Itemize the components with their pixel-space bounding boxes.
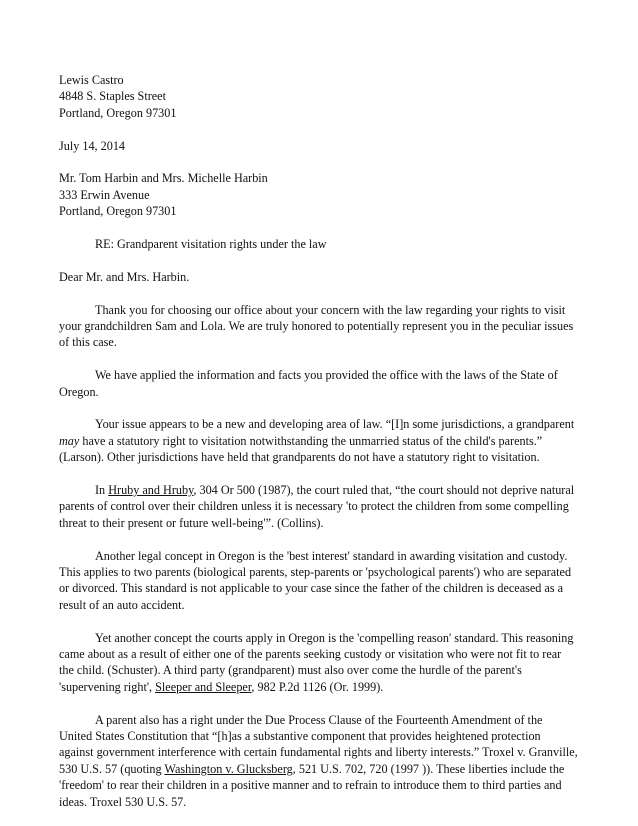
text-run: , 982 P.2d 1126 (Or. 1999). <box>251 679 384 694</box>
paragraph-due-process <box>59 712 578 810</box>
sender-address <box>59 72 578 121</box>
sender-street: 4848 S. Staples Street <box>59 89 166 104</box>
case-citation-hruby: Hruby and Hruby <box>108 483 194 498</box>
text-run: Your issue appears to be a new and developing area of law. “[I]n some jurisdictions, a grandparent <box>95 417 575 432</box>
salutation: Dear Mr. and Mrs. Harbin. <box>59 269 190 284</box>
paragraph-applied-facts: We have applied the information and facts you provided the office with the laws of the State of Oregon. <box>59 368 558 399</box>
re-line: RE: Grandparent visitation rights under the law <box>95 237 327 252</box>
text-run: Yet another concept the courts apply in Oregon is the 'compelling reason' standard. This reasoning came about as a result of either one of the parents seeking custody or visitation who were not fit to rear the child. (Schuster). A third party (grandparent) must also over come the hurdle of the parent's 'supervening right', <box>59 630 574 694</box>
text-run: , 304 Or 500 (1987), the court ruled that, “the court should not deprive natural parents of control over their children unless it is necessary 'to protect the children from some compelling threat to their present or future well-being'”. (Collins). <box>59 483 575 530</box>
text-run: have a statutory right to visitation notwithstanding the unmarried status of the child's parents.” (Larson). Other jurisdictions have held that grandparents do not have a statutory right to visitation. <box>59 433 543 465</box>
paragraph-developing-law <box>59 416 578 465</box>
sender-name: Lewis Castro <box>59 73 124 87</box>
paragraph-hruby <box>59 482 578 531</box>
case-citation-sleeper: Sleeper and Sleeper <box>155 679 252 694</box>
text-run: A parent also has a right under the Due Process Clause of the Fourteenth Amendment of the United States Constitution that “[h]as a substantive component that provides heightened protection against government interference with certain fundamental rights and liberty interests.” Troxel v. Granville, 530 U.S. 57 (quoting <box>59 712 578 776</box>
recipient-name: Mr. Tom Harbin and Mrs. Michelle Harbin <box>59 171 268 186</box>
letter-date: July 14, 2014 <box>59 138 126 153</box>
paragraph-intro: Thank you for choosing our office about your concern with the law regarding your rights to visit your grandchildren Sam and Lola. We are truly honored to potentially represent you in the peculiar issues of this case. <box>59 302 574 350</box>
case-citation-glucksberg: Washington v. Glucksberg <box>164 761 293 776</box>
text-run: , 521 U.S. 702, 720 (1997 )). These liberties include the 'freedom' to rear their children in a positive manner and to refrain to introduce them to third parties and ideas. Troxel 530 U.S. 57. <box>59 761 565 809</box>
recipient-city: Portland, Oregon 97301 <box>59 204 177 219</box>
emphasis-may: may <box>59 433 80 448</box>
recipient-street: 333 Erwin Avenue <box>59 187 150 202</box>
recipient-address <box>59 170 578 219</box>
paragraph-best-interest: Another legal concept in Oregon is the 'best interest' standard in awarding visitation and custody. This applies to two parents (biological parents, step-parents or 'psychological parents') who are separated or divorced. This standard is not applicable to your case since the father of the children is deceased as a result of an auto accident. <box>59 548 572 612</box>
sender-city: Portland, Oregon 97301 <box>59 105 177 120</box>
text-run: In <box>95 483 109 498</box>
paragraph-compelling-reason <box>59 630 578 696</box>
